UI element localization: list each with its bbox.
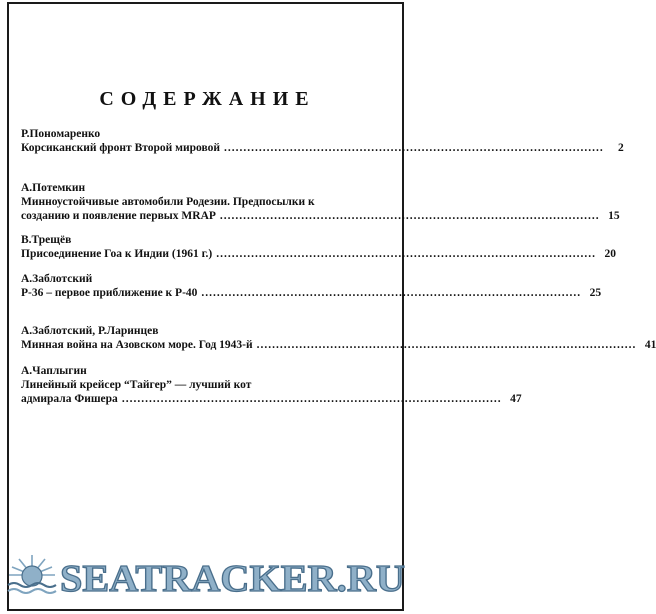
- entry-title-line[interactable]: [21, 392, 522, 406]
- entry-author: А.Чаплыгин: [21, 365, 87, 377]
- entry-page-number: 25: [589, 287, 602, 299]
- toc-entry: [21, 272, 602, 300]
- entry-title: Присоединение Гоа к Индии (1961 г.): [21, 248, 213, 260]
- entry-page-number: 41: [644, 339, 656, 351]
- entry-page-number: 15: [608, 210, 620, 222]
- entry-author: В.Трещёв: [21, 234, 72, 246]
- toc-entry: [21, 181, 620, 223]
- leader-dots: ..................................................................................................: [256, 339, 637, 351]
- toc-entry: [21, 127, 624, 155]
- toc-entry: [21, 324, 656, 352]
- leader-dots: ..................................................................................................: [216, 248, 596, 260]
- entry-title-line[interactable]: [21, 338, 656, 352]
- contents-title: СОДЕРЖАНИЕ: [99, 88, 316, 110]
- entry-title: Корсиканский фронт Второй мировой: [21, 142, 220, 154]
- entry-title: Линейный крейсер “Тайгер” — лучший кот: [21, 379, 252, 391]
- toc-entry: [21, 364, 522, 406]
- entry-title: Минноустойчивые автомобили Родезии. Предпосылки к: [21, 196, 315, 208]
- entry-title: адмирала Фишера: [21, 393, 118, 405]
- leader-dots: ..................................................................................................: [219, 210, 600, 222]
- entry-author: А.Заблотский: [21, 273, 93, 285]
- entry-title: Р-36 – первое приближение к Р-40: [21, 287, 198, 299]
- toc-entry: [21, 233, 616, 261]
- entry-page-number: 47: [510, 393, 522, 405]
- entry-page-number: 2: [617, 142, 624, 154]
- entry-title: созданию и появление первых MRAP: [21, 210, 216, 222]
- entry-page-number: 20: [604, 248, 616, 260]
- leader-dots: ..................................................................................................: [223, 142, 604, 154]
- entry-title-line[interactable]: [21, 209, 620, 223]
- entry-title-line[interactable]: [21, 286, 602, 300]
- entry-title: Минная война на Азовском море. Год 1943-й: [21, 339, 253, 351]
- watermark-text: SEATRACKER.RU: [60, 558, 406, 600]
- entry-author: Р.Пономаренко: [21, 128, 101, 140]
- entry-title-line[interactable]: [21, 141, 624, 155]
- leader-dots: ..................................................................................................: [121, 393, 502, 405]
- entry-author: А.Потемкин: [21, 182, 86, 194]
- watermark: [0, 545, 415, 614]
- entry-author: А.Заблотский, Р.Ларинцев: [21, 325, 159, 337]
- sun-over-sea-logo: [8, 555, 56, 593]
- entry-title-line[interactable]: [21, 247, 616, 261]
- leader-dots: ..................................................................................................: [201, 287, 582, 299]
